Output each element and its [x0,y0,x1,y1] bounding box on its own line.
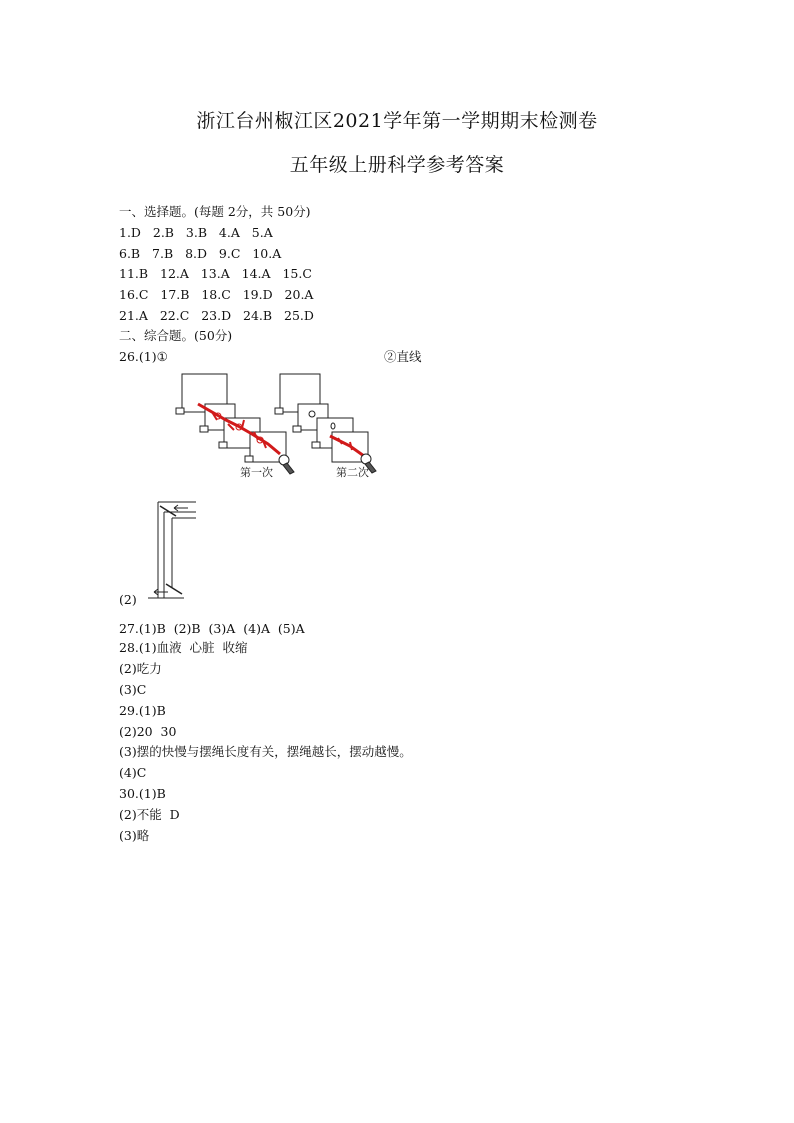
answer-line: (2)不能 D [119,807,180,822]
answer-line: (3)C [119,682,147,697]
answer-row: 11.B 12.A 13.A 14.A 15.C [119,266,312,281]
answer-line: 27.(1)B (2)B (3)A (4)A (5)A [119,621,305,636]
answer-line: 28.(1)血液 心脏 收缩 [119,640,248,655]
answer-line: (3)摆的快慢与摆绳长度有关，摆绳越长，摆动越慢。 [119,744,412,759]
q26-part1-answer: ②直线 [384,349,422,364]
answer-line: (3)略 [119,828,150,843]
q26-part1-label: 26.(1)① [119,349,168,364]
answer-line: (2)吃力 [119,661,162,676]
answer-line: (4)C [119,765,147,780]
second-trial-caption: 第二次 [336,466,369,479]
document-title: 浙江台州椒江区2021学年第一学期期末检测卷 [196,110,598,132]
answer-row: 6.B 7.B 8.D 9.C 10.A [119,246,282,261]
first-trial-diagram [176,374,286,462]
section1-heading: 一、选择题。(每题 2分，共 50分) [119,204,311,219]
periscope-figure [148,498,204,602]
answer-line: 29.(1)B [119,703,166,718]
first-trial-caption: 第一次 [240,466,273,479]
document-subtitle: 五年级上册科学参考答案 [289,154,505,176]
answer-row: 1.D 2.B 3.B 4.A 5.A [119,225,273,240]
answer-row: 21.A 22.C 23.D 24.B 25.D [119,308,314,323]
answer-row: 16.C 17.B 18.C 19.D 20.A [119,287,314,302]
flashlight-icon [279,455,294,474]
answer-line: 30.(1)B [119,786,166,801]
section2-heading: 二、综合题。(50分) [119,328,233,343]
q26-part2-label: (2) [119,592,137,607]
answer-line: (2)20 30 [119,724,177,739]
light-experiment-figure [172,368,392,480]
